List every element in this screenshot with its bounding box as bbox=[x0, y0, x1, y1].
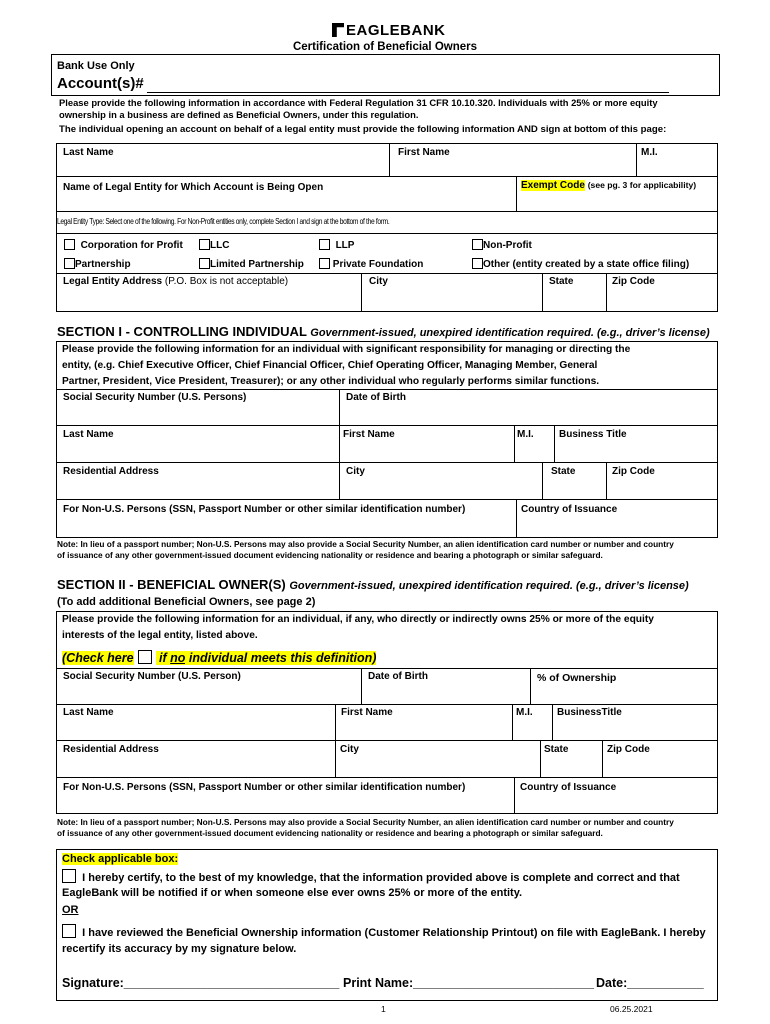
s2-zip-field[interactable]: Zip Code bbox=[607, 744, 650, 755]
s1-nonus-id-field[interactable]: For Non-U.S. Persons (SSN, Passport Number or other similar identification number) bbox=[63, 504, 466, 515]
type-llp-option[interactable]: LLP bbox=[319, 239, 354, 251]
entity-last-name-field[interactable]: Last Name bbox=[63, 147, 114, 158]
s2-first-name-field[interactable]: First Name bbox=[341, 707, 393, 718]
partnership-checkbox[interactable] bbox=[64, 258, 75, 269]
certify-checkbox[interactable] bbox=[62, 869, 76, 883]
section1-heading: SECTION I - CONTROLLING INDIVIDUAL Government-issued, unexpired identification required. (e.g., driver’s license) bbox=[57, 324, 710, 339]
eagle-logo-icon bbox=[332, 23, 344, 37]
s2-business-title-field[interactable]: BusinessTitle bbox=[557, 707, 622, 718]
date-field[interactable]: Date:___________ bbox=[596, 976, 704, 990]
intro-text-3: The individual opening an account on behalf of a legal entity must provide the following information AND sign at bottom of this page: bbox=[59, 124, 667, 135]
section2-desc-2: interests of the legal entity, listed above. bbox=[62, 630, 258, 641]
accounts-label: Account(s)# bbox=[57, 75, 144, 92]
s2-dob-field[interactable]: Date of Birth bbox=[368, 671, 428, 682]
s1-first-name-field[interactable]: First Name bbox=[343, 429, 395, 440]
entity-type-instruction: Legal Entity Type: Select one of the following. For Non-Profit entities only, complete Section I and sign at the bottom of the form. bbox=[57, 216, 390, 226]
exempt-code-label: Exempt Code bbox=[521, 180, 585, 191]
s1-zip-field[interactable]: Zip Code bbox=[612, 466, 655, 477]
llp-checkbox[interactable] bbox=[319, 239, 330, 250]
s2-state-field[interactable]: State bbox=[544, 744, 569, 755]
nonprofit-checkbox[interactable] bbox=[472, 239, 483, 250]
no-beneficial-owner-option[interactable] bbox=[62, 650, 376, 665]
type-other-option[interactable]: Other (entity created by a state office filing) bbox=[472, 258, 689, 270]
or-label: OR bbox=[62, 904, 79, 916]
section2-note-2: of issuance of any other government-issued document evidencing nationality or residence and bearing a photograph or similar safeguard. bbox=[57, 828, 603, 838]
s2-nonus-id-field[interactable]: For Non-U.S. Persons (SSN, Passport Number or other similar identification number) bbox=[63, 782, 466, 793]
type-partnership-option[interactable]: Partnership bbox=[64, 258, 131, 270]
s1-ssn-field[interactable]: Social Security Number (U.S. Persons) bbox=[63, 392, 247, 403]
entity-first-name-field[interactable]: First Name bbox=[398, 147, 450, 158]
signature-field[interactable]: Signature:_______________________________ bbox=[62, 976, 340, 990]
s2-city-field[interactable]: City bbox=[340, 744, 359, 755]
bank-use-label: Bank Use Only bbox=[57, 60, 135, 72]
section1-note-2: of issuance of any other government-issued document evidencing nationality or residence and bearing a photograph or similar safeguard. bbox=[57, 550, 603, 560]
certify-option-1-cont: EagleBank will be notified if or when someone else ever owns 25% or more of the entity. bbox=[62, 887, 523, 899]
s2-address-field[interactable]: Residential Address bbox=[63, 744, 159, 755]
check-here-label: (Check here bbox=[62, 651, 134, 665]
section2-add-note: (To add additional Beneficial Owners, see page 2) bbox=[57, 596, 316, 608]
type-corporation-option[interactable]: Corporation for Profit bbox=[64, 239, 183, 251]
private-foundation-checkbox[interactable] bbox=[319, 258, 330, 269]
other-checkbox[interactable] bbox=[472, 258, 483, 269]
check-here-rest-a: if bbox=[155, 651, 171, 665]
intro-text-2: ownership in a business are defined as Beneficial Owners, under this regulation. bbox=[59, 109, 419, 120]
entity-state-field[interactable]: State bbox=[549, 276, 574, 287]
eaglebank-logo: EAGLEBANK bbox=[332, 22, 446, 39]
entity-mi-field[interactable]: M.I. bbox=[641, 147, 658, 158]
exempt-code-note: (see pg. 3 for applicability) bbox=[587, 180, 697, 190]
type-limited-partnership-option[interactable]: Limited Partnership bbox=[199, 258, 304, 270]
check-here-rest-b: individual meets this definition) bbox=[185, 651, 377, 665]
corporation-checkbox[interactable] bbox=[64, 239, 75, 250]
section1-desc-2: entity, (e.g. Chief Executive Officer, Chief Financial Officer, Chief Operating Officer, Managing Member, General bbox=[62, 360, 598, 371]
accounts-field[interactable] bbox=[147, 92, 669, 93]
bank-use-box bbox=[51, 54, 720, 96]
intro-text-1: Please provide the following information in accordance with Federal Regulation 31 CFR 10.10.320. Individuals with 25% or more equity bbox=[59, 97, 658, 108]
entity-city-field[interactable]: City bbox=[369, 276, 388, 287]
s1-country-field[interactable]: Country of Issuance bbox=[521, 504, 618, 515]
no-owner-checkbox[interactable] bbox=[138, 650, 152, 664]
type-llc-option[interactable]: LLC bbox=[199, 239, 229, 251]
certify-option-1[interactable]: I hereby certify, to the best of my knowledge, that the information provided above is complete and correct and that bbox=[62, 869, 680, 886]
check-here-no: no bbox=[170, 651, 186, 665]
limited-partnership-checkbox[interactable] bbox=[199, 258, 210, 269]
entity-address-field[interactable]: Legal Entity Address (P.O. Box is not acceptable) bbox=[63, 276, 289, 287]
section2-heading: SECTION II - BENEFICIAL OWNER(S) Government-issued, unexpired identification required. (e.g., driver’s license) bbox=[57, 577, 689, 592]
exempt-code-field[interactable] bbox=[521, 180, 696, 191]
section1-desc-1: Please provide the following information for an individual with significant responsibility for managing or directing the bbox=[62, 344, 631, 355]
s1-mi-field[interactable]: M.I. bbox=[517, 429, 534, 440]
entity-name-field[interactable]: Name of Legal Entity for Which Account is Being Open bbox=[63, 182, 324, 193]
section2-desc-1: Please provide the following information for an individual, if any, who directly or indirectly owns 25% or more of the equity bbox=[62, 614, 654, 625]
s2-country-field[interactable]: Country of Issuance bbox=[520, 782, 617, 793]
s1-last-name-field[interactable]: Last Name bbox=[63, 429, 114, 440]
s2-ssn-field[interactable]: Social Security Number (U.S. Person) bbox=[63, 671, 241, 682]
s2-last-name-field[interactable]: Last Name bbox=[63, 707, 114, 718]
s1-state-field[interactable]: State bbox=[551, 466, 576, 477]
type-nonprofit-option[interactable]: Non-Profit bbox=[472, 239, 532, 251]
entity-zip-field[interactable]: Zip Code bbox=[612, 276, 655, 287]
page-number: 1 bbox=[381, 1004, 386, 1014]
s1-business-title-field[interactable]: Business Title bbox=[559, 429, 627, 440]
s1-city-field[interactable]: City bbox=[346, 466, 365, 477]
s2-mi-field[interactable]: M.I. bbox=[516, 707, 533, 718]
recertify-checkbox[interactable] bbox=[62, 924, 76, 938]
certify-option-2[interactable]: I have reviewed the Beneficial Ownership information (Customer Relationship Printout) on file with EagleBank. I hereby bbox=[62, 924, 706, 941]
llc-checkbox[interactable] bbox=[199, 239, 210, 250]
s1-dob-field[interactable]: Date of Birth bbox=[346, 392, 406, 403]
print-name-field[interactable]: Print Name:__________________________ bbox=[343, 976, 594, 990]
type-private-foundation-option[interactable]: Private Foundation bbox=[319, 258, 423, 270]
certify-option-2-cont: recertify its accuracy by my signature below. bbox=[62, 943, 297, 955]
section2-note-1: Note: In lieu of a passport number; Non-U.S. Persons may also provide a Social Security Number, an alien identification card number or number and country bbox=[57, 817, 674, 827]
certify-heading: Check applicable box: bbox=[62, 853, 179, 865]
section1-desc-3: Partner, President, Vice President, Treasurer); or any other individual who regularly performs similar functions. bbox=[62, 376, 600, 387]
section1-note-1: Note: In lieu of a passport number; Non-U.S. Persons may also provide a Social Security Number, an alien identification card number or number and country bbox=[57, 539, 674, 549]
s1-address-field[interactable]: Residential Address bbox=[63, 466, 159, 477]
s2-ownership-field[interactable]: % of Ownership bbox=[537, 672, 617, 684]
form-version: 06.25.2021 bbox=[610, 1004, 653, 1014]
form-title: Certification of Beneficial Owners bbox=[292, 41, 478, 53]
